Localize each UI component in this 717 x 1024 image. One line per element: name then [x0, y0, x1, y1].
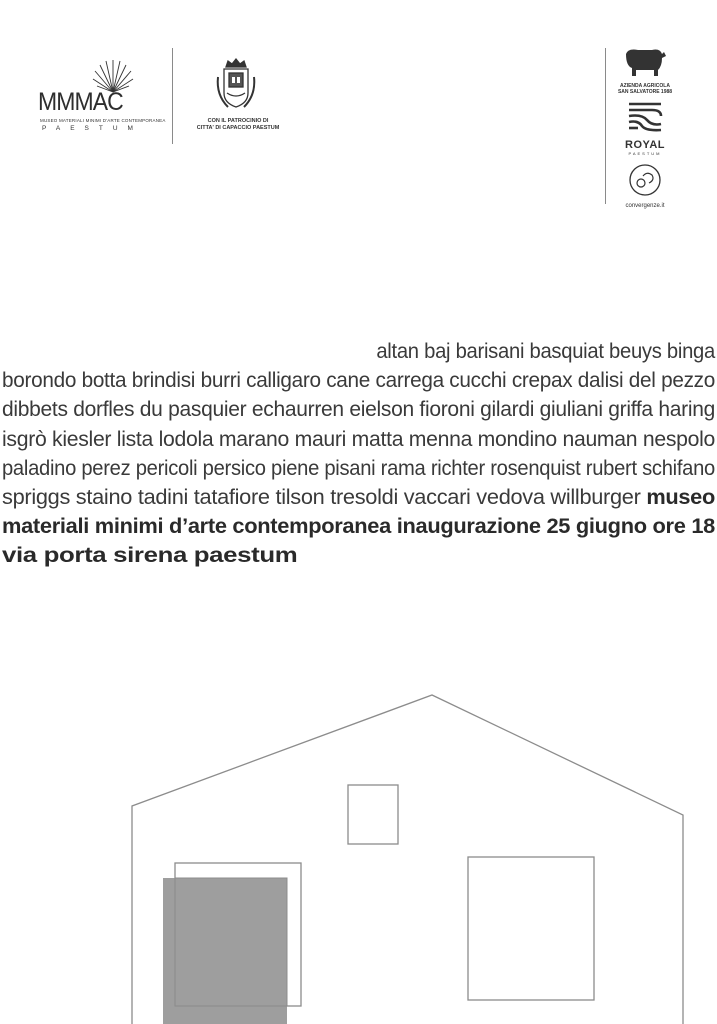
azienda-line-2: SAN SALVATORE 1988	[617, 89, 673, 95]
patronage-line-2: CITTA' DI CAPACCIO PAESTUM	[196, 125, 280, 131]
convergenze-label: convergenze.it	[625, 203, 665, 209]
artists-line-2: borondo botta brindisi burri calligaro cane carrega cucchi crepax dalisi del pezzo	[2, 368, 715, 393]
event-line-address: via porta sirena paestum	[2, 543, 298, 568]
house-grey-square	[163, 878, 287, 1024]
mmmac-city: PAESTUM	[42, 125, 143, 132]
artists-line-4: isgrò kiesler lista lodola marano mauri matta menna mondino nauman nespolo	[2, 426, 715, 451]
mmmac-subtitle: MUSEO MATERIALI MINIMI D'ARTE CONTEMPORANEA	[40, 118, 166, 123]
artists-line-5: paladino perez pericoli persico piene pisani rama richter rosenquist rubert schifano	[2, 455, 715, 480]
museo-bold: museo	[646, 485, 716, 510]
artists-line-6-regular: spriggs staino tadini tatafiore tilson tresoldi vaccari vedova willburger	[2, 485, 641, 510]
patronage-line-1: CON IL PATROCINIO DI	[207, 118, 269, 124]
azienda-line-1: AZIENDA AGRICOLA	[620, 83, 670, 89]
house-attic-window	[348, 785, 398, 844]
royal-subtitle: PAESTUM	[628, 151, 662, 156]
royal-wordmark: ROYAL	[625, 139, 665, 151]
artists-line-1: altan baj barisani basquiat beuys binga	[376, 339, 715, 363]
mmmac-wordmark: MMMAC	[38, 88, 123, 116]
house-right-window	[468, 857, 594, 1000]
artists-line-3: dibbets dorfles du pasquier echaurren eielson fioroni gilardi giuliani griffa haring	[2, 397, 715, 422]
event-line-title: materiali minimi d’arte contemporanea inaugurazione 25 giugno ore 18	[2, 514, 715, 539]
